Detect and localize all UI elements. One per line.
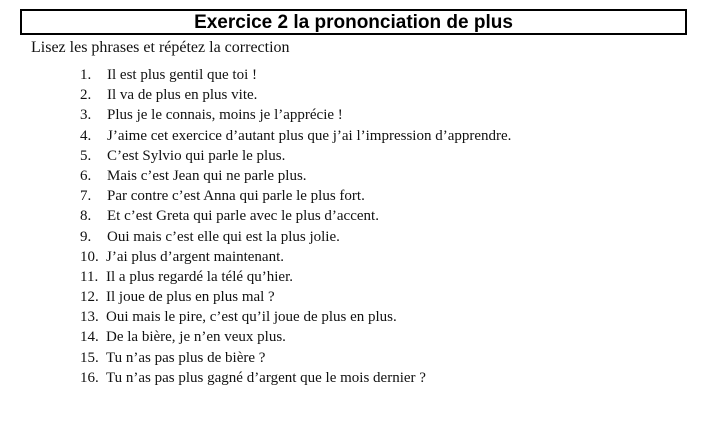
list-item (80, 65, 511, 85)
list-item (80, 85, 511, 105)
item-text: Tu n’as pas plus de bière ? (106, 349, 266, 366)
item-number: 10. (80, 248, 99, 265)
item-number: 7. (80, 188, 92, 205)
sentence-list (80, 65, 511, 388)
list-item (80, 227, 511, 247)
item-number: 16. (80, 369, 99, 386)
list-item (80, 287, 511, 307)
list-item (80, 105, 511, 125)
item-text: Et c’est Greta qui parle avec le plus d’accent. (107, 208, 379, 225)
item-number: 8. (80, 208, 92, 225)
item-text: Oui mais le pire, c’est qu’il joue de plus en plus. (106, 309, 397, 326)
list-item (80, 206, 511, 226)
item-text: Il est plus gentil que toi ! (107, 67, 257, 83)
item-number: 6. (80, 167, 92, 184)
item-number: 2. (80, 87, 92, 104)
item-number: 5. (80, 147, 92, 164)
item-text: Mais c’est Jean qui ne parle plus. (107, 167, 307, 184)
list-item (80, 348, 511, 368)
page-title: Exercice 2 la prononciation de plus (194, 11, 513, 33)
item-text: De la bière, je n’en veux plus. (106, 329, 286, 346)
list-item (80, 126, 511, 146)
item-text: Il joue de plus en plus mal ? (106, 289, 275, 306)
item-number: 11. (80, 268, 99, 285)
item-text: Oui mais c’est elle qui est la plus jolie. (107, 228, 340, 245)
list-item (80, 186, 511, 206)
list-item (80, 166, 511, 186)
list-item (80, 247, 511, 267)
instruction-text: Lisez les phrases et répétez la correction (31, 39, 290, 56)
item-text: J’ai plus d’argent maintenant. (106, 248, 285, 265)
item-text: Par contre c’est Anna qui parle le plus fort. (107, 188, 365, 205)
list-item (80, 368, 511, 388)
list-item (80, 327, 511, 347)
item-number: 3. (80, 107, 92, 124)
item-number: 12. (80, 289, 99, 306)
item-text: Plus je le connais, moins je l’apprécie ! (107, 107, 343, 124)
item-text: Il va de plus en plus vite. (107, 87, 258, 104)
item-number: 13. (80, 309, 99, 326)
title-box (20, 9, 687, 35)
item-text: J’aime cet exercice d’autant plus que j’ai l’impression d’apprendre. (107, 127, 512, 144)
list-item (80, 307, 511, 327)
item-text: Tu n’as pas plus gagné d’argent que le mois dernier ? (106, 369, 426, 386)
list-item (80, 146, 511, 166)
list-item (80, 267, 511, 287)
item-number: 14. (80, 329, 99, 346)
item-text: Il a plus regardé la télé qu’hier. (106, 268, 294, 285)
item-number: 1. (80, 67, 92, 83)
item-number: 15. (80, 349, 99, 366)
item-text: C’est Sylvio qui parle le plus. (107, 147, 286, 164)
item-number: 9. (80, 228, 92, 245)
item-number: 4. (80, 127, 92, 144)
